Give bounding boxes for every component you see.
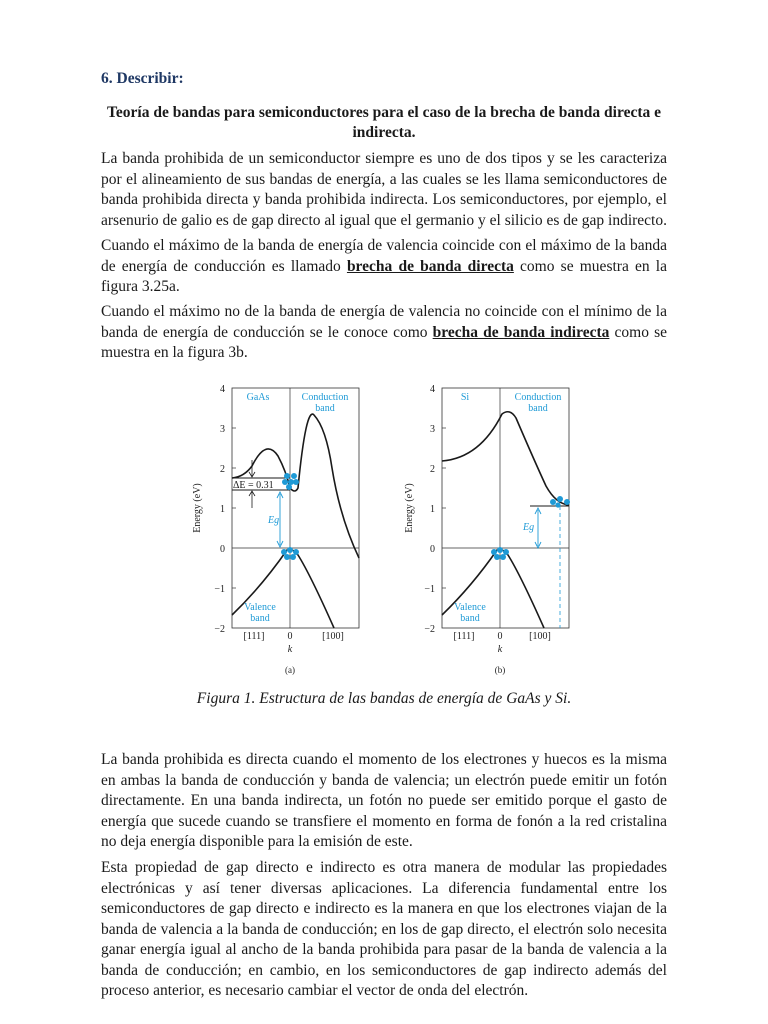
panel-a-eg-label: Eg <box>268 515 280 526</box>
panel-a-material: GaAs <box>246 392 270 403</box>
panel-b-ytick: 4 <box>430 384 435 395</box>
panel-b-material: Si <box>460 392 470 403</box>
panel-b-valence-curve <box>442 550 544 628</box>
panel-a-tag: (a) <box>285 665 295 675</box>
panel-b-conduction-label-2: band <box>528 403 548 414</box>
paragraph-2-emphasis: brecha de banda directa <box>346 257 514 275</box>
panel-a-xtick: 0 <box>287 631 293 642</box>
panel-b-valence-label-1: Valence <box>454 602 486 613</box>
figure-caption: Figura 1. Estructura de las bandas de energía de GaAs y Si. <box>196 690 572 707</box>
panel-a-ytick: 2 <box>220 464 225 475</box>
panel-b-xtick: 0 <box>497 631 503 642</box>
panel-a-xaxis-label: k <box>287 644 293 655</box>
panel-a-conduction-label-2: band <box>315 403 335 414</box>
paragraph-5: Esta propiedad de gap directo e indirecto es otra manera de modular las propiedades electrónicas y así tener diversas aplicaciones. La diferencia fundamental entre los semiconductores de gap directo e indirecto es la manera en que los electrones viajan de la banda de valencia a la banda de conducción; en los de gap directo, el electrón solo necesita ganar energía igual al ancho de la banda prohibida para pasar de la banda de valencia a la banda de conducción; en cambio, en los semiconductores de gap indirecto además del proceso anterior, es necesario cambiar el vector de onda del electrón. <box>101 859 667 999</box>
panel-b-eg-label: Eg <box>523 522 535 533</box>
panel-a-ytick: −2 <box>214 624 225 635</box>
panel-b-xaxis-label: k <box>497 644 503 655</box>
band-structure-figure <box>180 378 600 678</box>
panel-a-ytick: 1 <box>220 504 225 515</box>
panel-a-valence-curve <box>232 550 334 628</box>
panel-b-conduction-curve <box>442 412 569 505</box>
panel-a-ytick: 3 <box>220 424 225 435</box>
section-heading: 6. Describir: <box>101 70 184 87</box>
panel-b-ytick: 2 <box>430 464 435 475</box>
panel-b-ytick: −1 <box>424 584 435 595</box>
panel-a-valence-label-1: Valence <box>244 602 276 613</box>
panel-a-delta-e: ΔE = 0.31 <box>233 480 274 491</box>
panel-b <box>404 384 570 675</box>
panel-a-ytick: −1 <box>214 584 225 595</box>
panel-a-valence-label-2: band <box>250 613 270 624</box>
panel-a-xtick: [111] <box>243 631 265 642</box>
panel-a-conduction-label-1: Conduction <box>301 392 349 403</box>
paragraph-2 <box>101 236 667 298</box>
panel-b-ytick: 3 <box>430 424 435 435</box>
panel-b-xtick: [100] <box>529 631 551 642</box>
panel-b-conduction-label-1: Conduction <box>514 392 562 403</box>
panel-b-ytick: 1 <box>430 504 435 515</box>
paragraph-2-text-before: Cuando el máximo de la banda de energía de valencia coincide con el máximo de la banda de energía de conducción es llamado <box>101 237 667 275</box>
paragraph-2-text-after: como se muestra en la figura 3.25a. <box>101 257 667 295</box>
panel-b-xtick: [111] <box>453 631 475 642</box>
paragraph-3-emphasis: brecha de banda indirecta <box>432 323 610 341</box>
paragraph-3-text-before: Cuando el máximo no de la banda de energía de valencia no coincide con el mínimo de la banda de energía de conducción se le conoce como <box>101 303 667 341</box>
paragraph-1: La banda prohibida de un semiconductor siempre es uno de dos tipos y se les caracteriza por el alineamiento de sus bandas de energía, a las cuales se les llama semiconductores de banda prohibida directa y banda prohibida indirecta. Los semiconductores, por ejemplo, el arsenurio de galio es de gap directo al igual que el germanio y el silicio es de gap indirecto. <box>101 150 667 229</box>
panel-a <box>192 384 359 675</box>
panel-a-electrons <box>282 473 299 490</box>
paragraph-3-text-after: como se muestra en la figura 3b. <box>101 323 667 361</box>
paragraph-3 <box>101 302 667 364</box>
panel-a-ytick: 0 <box>220 544 225 555</box>
panel-b-tag: (b) <box>494 665 506 675</box>
paragraph-4: La banda prohibida es directa cuando el momento de los electrones y huecos es la misma en ambas la banda de conducción y banda de valencia; un electrón puede emitir un fotón directamente. En una banda indirecta, un fotón no puede ser emitido porque el gasto de energía que sucede cuando se transfiere el momento en forma de fonón a la red cristalina no deja energía disponible para la emisión de este. <box>101 751 667 850</box>
section-subtitle: Teoría de bandas para semiconductores para el caso de la brecha de banda directa e indirecta. <box>107 104 661 141</box>
panel-a-xtick: [100] <box>322 631 344 642</box>
panel-b-yaxis-label: Energy (eV) <box>404 483 415 533</box>
panel-b-valence-label-2: band <box>460 613 480 624</box>
panel-a-ytick: 4 <box>220 384 225 395</box>
panel-b-ytick: 0 <box>430 544 435 555</box>
panel-a-yaxis-label: Energy (eV) <box>192 483 203 533</box>
panel-b-frame <box>442 388 569 628</box>
panel-b-ytick: −2 <box>424 624 435 635</box>
